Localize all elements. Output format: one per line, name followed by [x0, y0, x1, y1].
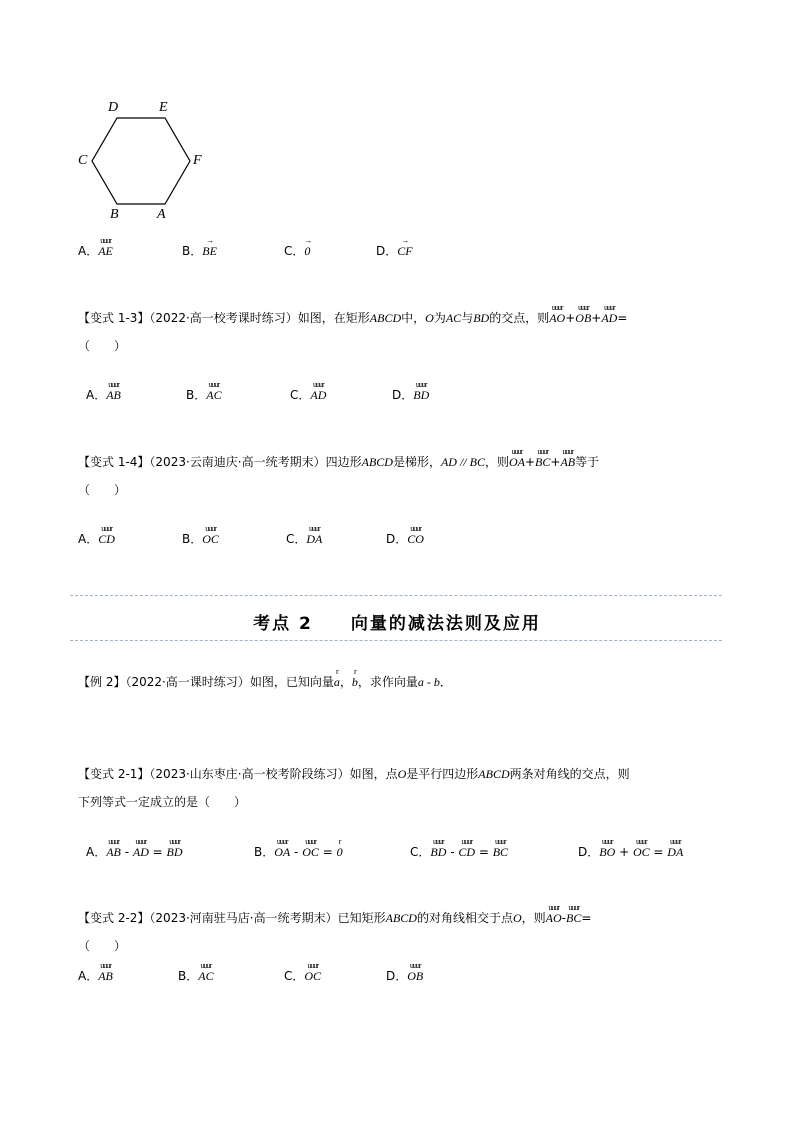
vector-label: uuur AC [206, 380, 222, 402]
option-d[interactable]: D． uuur BD [392, 380, 430, 402]
question-2-1-stem [78, 766, 630, 782]
operator: + [524, 455, 536, 469]
section-divider-top [70, 595, 722, 596]
stem-text: ，则 [484, 455, 509, 469]
point-name: O [397, 767, 407, 781]
vector-expression: a - b [417, 675, 440, 689]
vector-label: uuur AB [98, 961, 113, 983]
vector-arrow: → [304, 236, 312, 245]
option-letter: C． [284, 244, 305, 258]
vector-label: uuur OC [304, 961, 322, 983]
question-source: （2022·高一校考课时练习） [149, 311, 298, 325]
question-tag: 【变式 1-4】 [78, 455, 150, 469]
stem-text: ，则 [521, 911, 546, 925]
option-letter: D． [376, 244, 398, 258]
vertex-label-d: D [108, 100, 119, 115]
stem-text: 是平行四边形 [406, 767, 479, 781]
question-tag: 【变式 1-3】 [78, 311, 150, 325]
stem-text: 四边形 [325, 455, 362, 469]
option-c[interactable]: C． uuur DA [286, 524, 323, 546]
vector-label: uuur DA [306, 524, 323, 546]
vector-label: uuur CD [98, 524, 115, 546]
example-2-stem [78, 667, 452, 690]
option-a[interactable] [78, 236, 113, 259]
shape-name: ABCD [369, 311, 402, 325]
vector-label: uuur BC [566, 903, 582, 925]
stem-text: ． [439, 675, 452, 689]
stem-text: 如图，点 [349, 767, 398, 781]
question-source: （2022·高一课时练习） [125, 675, 250, 689]
question-1-3-stem [78, 303, 628, 326]
option-d[interactable]: D． uuur BO + uuur OC = uuur DA [578, 837, 684, 859]
answer-paren: （ ） [78, 939, 127, 953]
question-1-4-stem [78, 447, 600, 470]
vector-text: BE [202, 244, 217, 258]
option-b[interactable]: B． uuur OA - uuur OC = r 0 [254, 837, 343, 859]
point-name: O [512, 911, 522, 925]
vector-label: uuur AC [198, 961, 214, 983]
stem-text: 已知矩形 [337, 911, 386, 925]
vector-label [98, 236, 113, 258]
operator: + [565, 311, 576, 325]
option-letter: A． [78, 244, 99, 258]
vector-label: uuur OA [508, 447, 525, 469]
vector-label: uuur OC [202, 524, 219, 546]
stem-text: 如图，在矩形 [297, 311, 370, 325]
vector-label: uuur CO [407, 524, 424, 546]
question-2-2-stem [78, 903, 592, 926]
option-d[interactable]: D． uuur CO [386, 524, 424, 546]
stem-text: 两条对角线的交点，则 [509, 767, 630, 781]
option-a[interactable]: A． uuur CD [78, 524, 115, 546]
vector-label: uuur AB [560, 447, 576, 469]
option-b[interactable]: B． uuur OC [182, 524, 219, 546]
vertex-label-a: A [157, 207, 166, 222]
vector-label: uuur AO [549, 303, 566, 325]
vector-label: r a [333, 667, 340, 689]
vector-label: uuur BC [535, 447, 551, 469]
operator: = [581, 911, 592, 925]
option-b[interactable] [182, 236, 217, 259]
vector-arrow: → [401, 236, 409, 245]
answer-paren: （ ） [78, 483, 127, 497]
question-source: （2023·山东枣庄·高一校考阶段练习） [149, 767, 350, 781]
vector-label: uuur OB [575, 303, 592, 325]
stem-text: 中， [401, 311, 426, 325]
hexagon-outline [92, 118, 190, 204]
option-d[interactable] [376, 236, 413, 259]
vector-label: r b [351, 667, 358, 689]
option-c[interactable]: C． uuur BD - uuur CD = uuur BC [410, 837, 509, 859]
vector-text: 0 [304, 244, 311, 258]
vector-arrow: uuur [100, 236, 111, 245]
shape-name: ABCD [385, 911, 417, 925]
vector-text: CF [397, 244, 413, 258]
answer-paren: （ ） [78, 339, 127, 353]
point-name: O [425, 311, 434, 325]
operator: - [561, 911, 566, 925]
vector-label: uuur BD [413, 380, 430, 402]
vertex-label-e: E [159, 100, 168, 115]
option-b[interactable]: B． uuur AC [178, 961, 214, 983]
vector-label: uuur AD [310, 380, 327, 402]
shape-name: ABCD [478, 767, 510, 781]
vector-label: uuur AO [545, 903, 562, 925]
option-c[interactable]: C． uuur OC [284, 961, 322, 983]
vector-label [202, 236, 217, 258]
question-source: （2023·河南驻马店·高一统考期末） [149, 911, 338, 925]
stem-text: 如图，已知向量 [249, 675, 334, 689]
stem-text: ， [339, 675, 352, 689]
question-source: （2023·云南迪庆·高一统考期末） [149, 455, 326, 469]
option-letter: B． [182, 244, 203, 258]
stem-text: 是梯形， [392, 455, 441, 469]
question-2-1-stem-line2: 下列等式一定成立的是（ ） [78, 795, 247, 809]
vector-label: uuur AB [106, 380, 121, 402]
vertex-label-f: F [193, 153, 202, 168]
option-d[interactable]: D． uuur OB [386, 961, 424, 983]
operator: + [591, 311, 602, 325]
option-c[interactable]: C． uuur AD [290, 380, 327, 402]
question-tag: 【变式 2-1】 [78, 767, 150, 781]
vector-label: uuur OB [407, 961, 424, 983]
operator: + [550, 455, 561, 469]
stem-text: 等于 [575, 455, 600, 469]
vertex-label-b: B [110, 207, 119, 222]
segment-name: AC [445, 311, 462, 325]
vector-label: uuur AD [601, 303, 618, 325]
vector-text: AE [98, 244, 113, 258]
question-tag: 【变式 2-2】 [78, 911, 150, 925]
stem-text: 的对角线相交于点 [416, 911, 513, 925]
section-divider-bottom [70, 640, 722, 641]
stem-text: ，求作向量 [357, 675, 418, 689]
vector-label [304, 236, 312, 258]
option-a[interactable]: A． uuur AB [78, 961, 113, 983]
section-title: 考点 2 向量的减法法则及应用 [253, 614, 541, 634]
vector-label [397, 236, 413, 258]
option-c[interactable] [284, 236, 312, 259]
shape-name: ABCD [361, 455, 393, 469]
operator: = [617, 311, 628, 325]
option-b[interactable]: B． uuur AC [186, 380, 222, 402]
option-a[interactable]: A． uuur AB - uuur AD = uuur BD [86, 837, 183, 859]
vertex-label-c: C [78, 153, 88, 168]
segment-name: BD [473, 311, 490, 325]
option-a[interactable]: A． uuur AB [86, 380, 121, 402]
vector-arrow: → [206, 236, 214, 245]
stem-text: 为 [433, 311, 446, 325]
stem-text: 与 [461, 311, 474, 325]
question-tag: 【例 2】 [78, 675, 126, 689]
condition: AD // BC [440, 455, 485, 469]
stem-text: 的交点，则 [489, 311, 550, 325]
